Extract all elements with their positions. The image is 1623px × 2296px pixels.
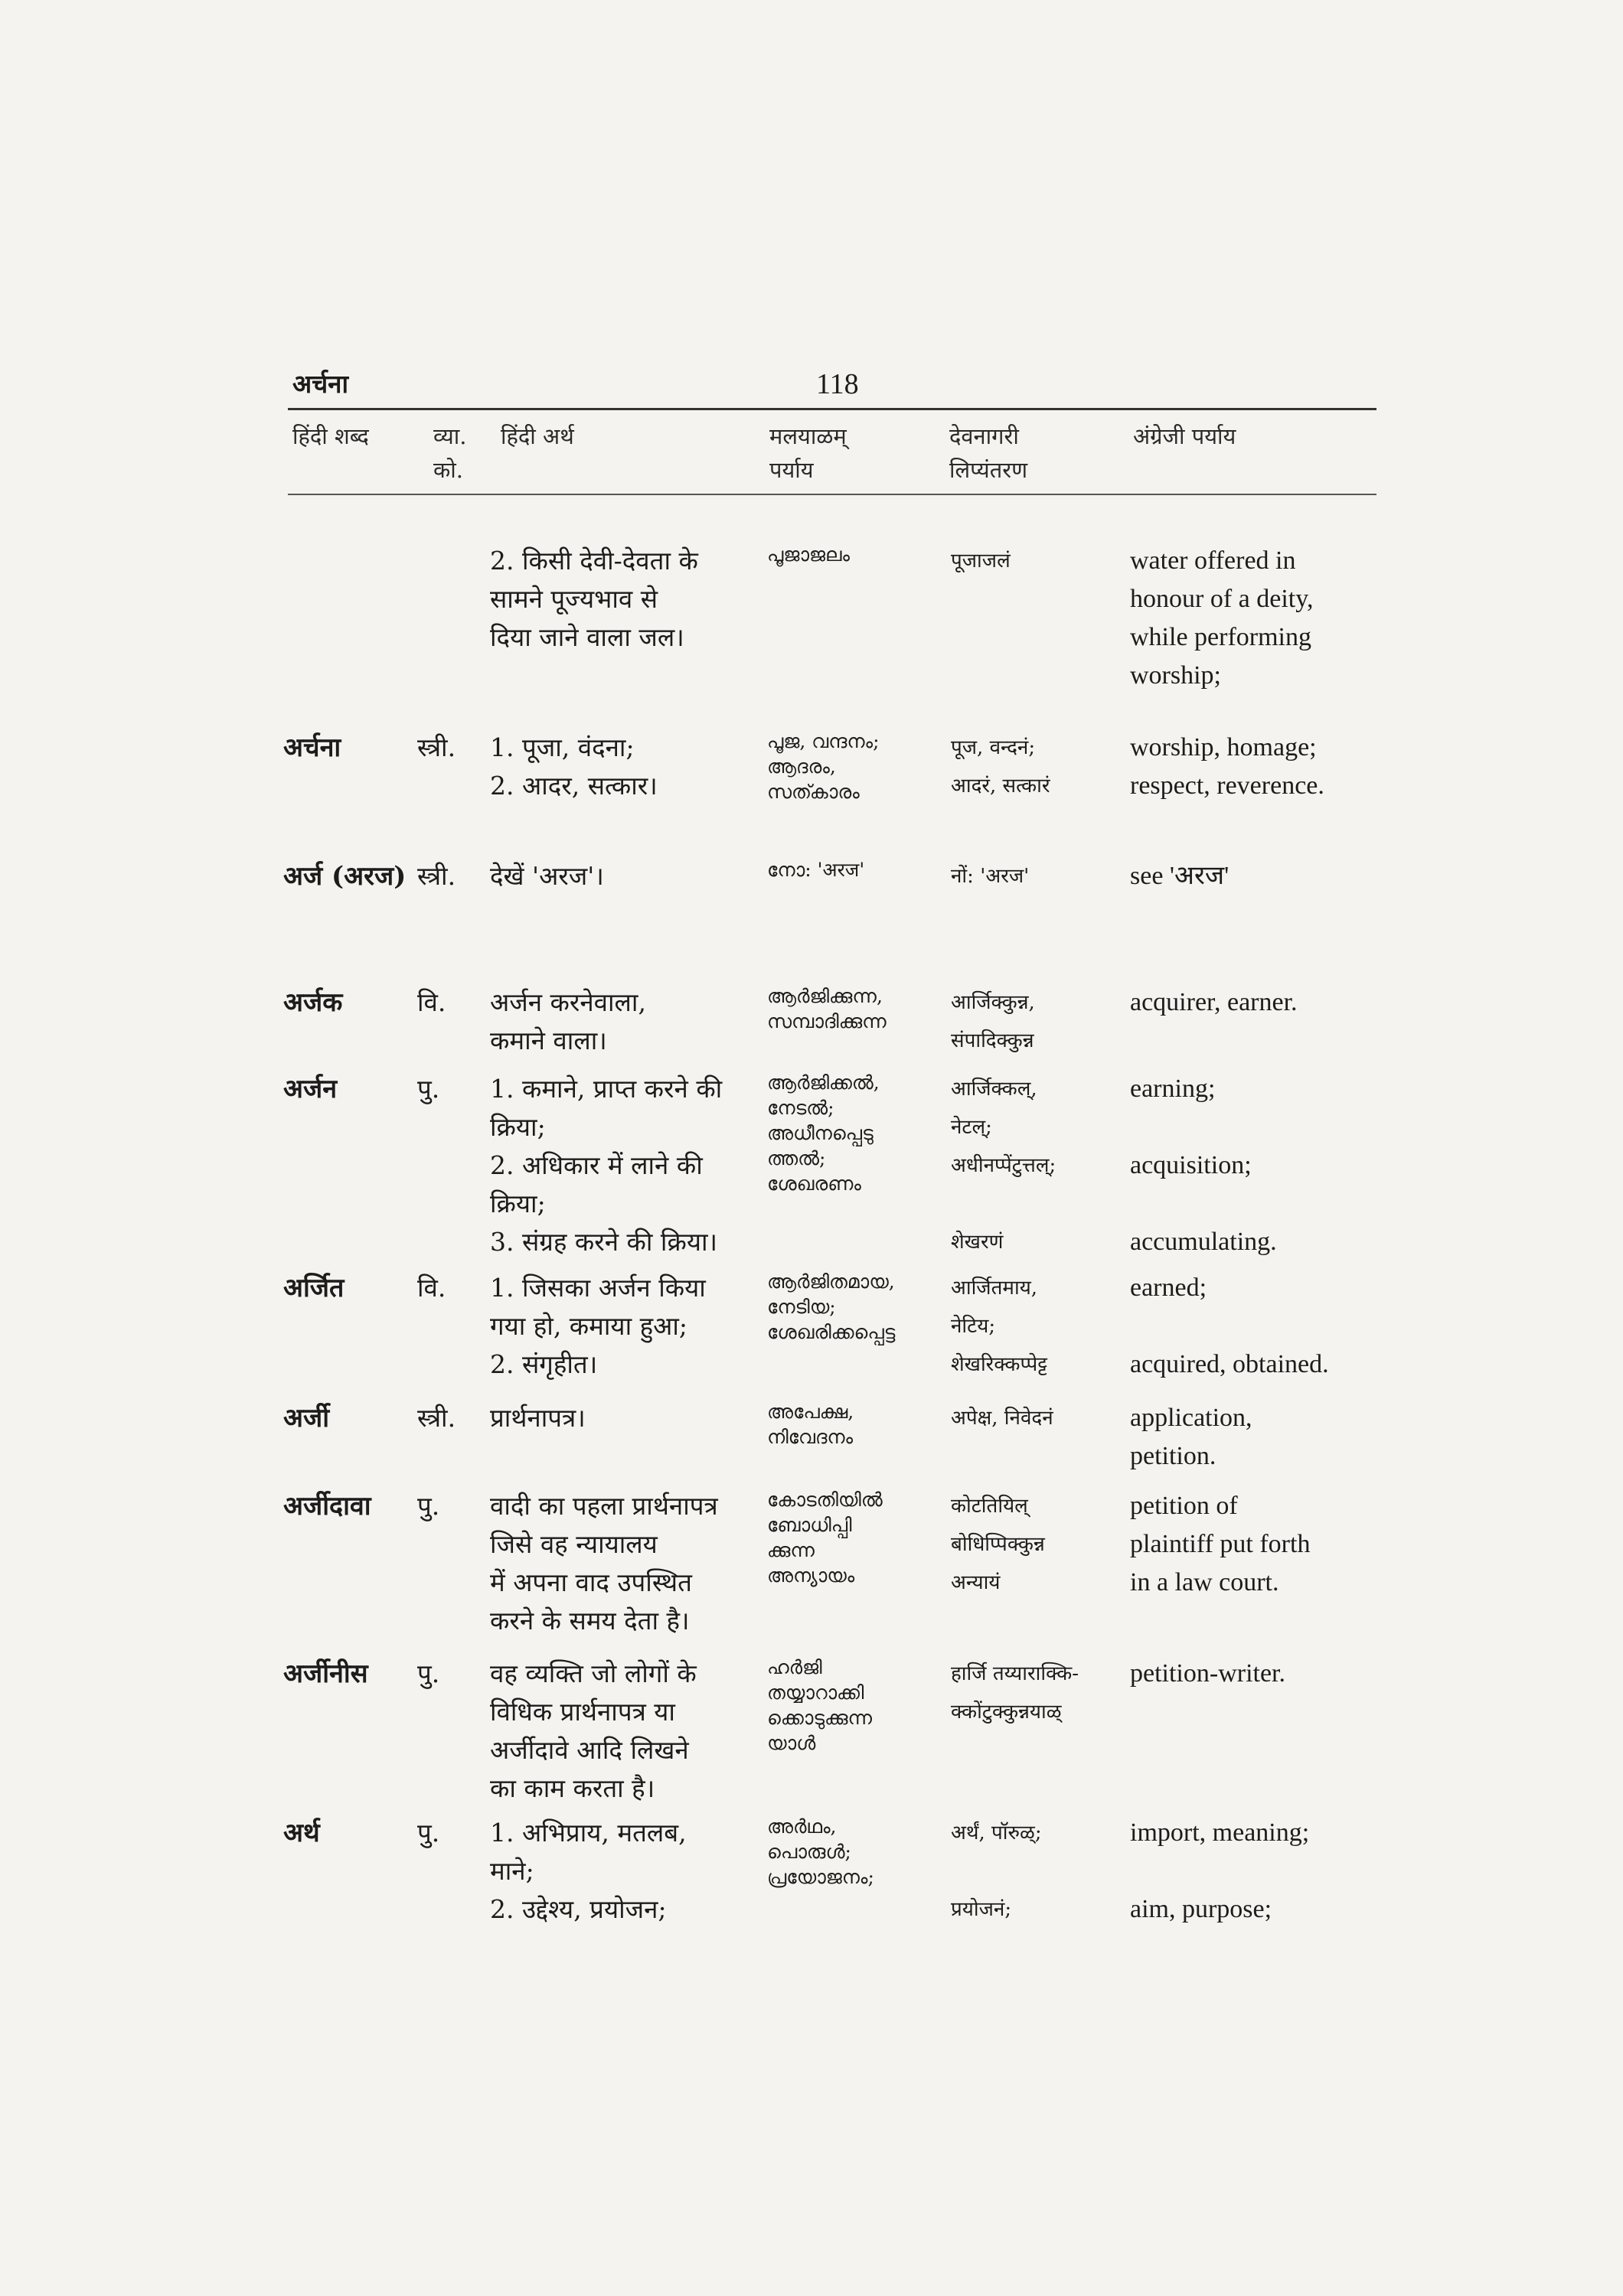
entry-malayalam bbox=[767, 729, 880, 804]
entry-devanagari-line: आदरं, सत्कारं bbox=[951, 775, 1050, 797]
entry-devanagari-line: कोटतियिल् bbox=[951, 1495, 1028, 1518]
entry-devanagari bbox=[951, 1814, 1042, 1929]
header-rule bbox=[288, 494, 1376, 495]
entry-hindi-meaning-line: 2. उद्देश्य, प्रयोजन; bbox=[490, 1894, 667, 1924]
entry-grammar bbox=[417, 542, 426, 580]
entry-grammar-line: वि. bbox=[417, 987, 446, 1017]
entry-english-line: honour of a deity, bbox=[1130, 585, 1314, 613]
entry-devanagari-line: शेखरिक्कप्पेट्ट bbox=[951, 1353, 1047, 1376]
entry-english-line: see 'अरज' bbox=[1130, 862, 1229, 890]
entry-devanagari bbox=[951, 857, 1029, 895]
entry-malayalam bbox=[767, 1070, 880, 1196]
entry-headword-line: अर्ज (अरज) bbox=[283, 861, 407, 892]
entry-headword-line bbox=[283, 542, 292, 580]
entry-headword-line: अर्जन bbox=[283, 1074, 338, 1104]
entry-malayalam bbox=[767, 983, 887, 1034]
entry-headword-line: अर्जीनीस bbox=[283, 1658, 368, 1689]
entry-hindi-meaning-line: करने के समय देता है। bbox=[490, 1606, 690, 1636]
entry-english bbox=[1130, 857, 1229, 895]
entry-hindi-meaning-line: दिया जाने वाला जल। bbox=[490, 622, 684, 652]
entry-malayalam bbox=[767, 1655, 872, 1756]
entry-english-line: worship, homage; bbox=[1130, 733, 1317, 762]
column-header-english: अंग्रेजी पर्याय bbox=[1133, 423, 1236, 449]
entry-devanagari-line: आर्जिक्कुन्न, bbox=[951, 991, 1035, 1014]
entry-malayalam-line: കോടതിയിൽ bbox=[767, 1489, 883, 1511]
entry-hindi-meaning bbox=[490, 983, 646, 1060]
entry-headword-line: अर्जित bbox=[283, 1273, 345, 1303]
entry-hindi-meaning-line: कमाने वाला। bbox=[490, 1026, 607, 1055]
entry-devanagari bbox=[951, 1399, 1053, 1437]
entry-headword bbox=[283, 1487, 371, 1525]
entry-malayalam bbox=[767, 857, 864, 882]
entry-grammar bbox=[417, 1487, 439, 1525]
entry-english-line bbox=[1130, 1852, 1309, 1890]
entry-malayalam-line: പൂജ, വന്ദനം; bbox=[767, 730, 880, 752]
entry-english-line: import, meaning; bbox=[1130, 1818, 1310, 1847]
entry-grammar bbox=[417, 1655, 439, 1693]
entry-hindi-meaning-line: 2. किसी देवी-देवता के bbox=[490, 546, 698, 576]
entry-english-line: petition-writer. bbox=[1130, 1659, 1286, 1688]
entry-english-line: in a law court. bbox=[1130, 1568, 1279, 1596]
entry-malayalam-line: അർഥം, bbox=[767, 1815, 837, 1838]
entry-malayalam-line: നേടൽ; bbox=[767, 1097, 834, 1119]
entry-english-line bbox=[1130, 1108, 1277, 1146]
entry-hindi-meaning bbox=[490, 1814, 687, 1929]
entry-malayalam bbox=[767, 542, 850, 567]
column-header-devanagari: देवनागरी लिप्यंतरण bbox=[949, 423, 1028, 483]
entry-malayalam-line: പൂജാജലം bbox=[767, 543, 850, 566]
entry-devanagari-line: अपेक्ष, निवेदनं bbox=[951, 1407, 1053, 1430]
entry-devanagari-line: अन्यायं bbox=[951, 1571, 1001, 1594]
entry-grammar-line: पु. bbox=[417, 1491, 440, 1521]
entry-malayalam bbox=[767, 1399, 854, 1450]
entry-devanagari-line: पूजाजलं bbox=[951, 550, 1011, 572]
entry-devanagari bbox=[951, 542, 1011, 580]
entry-hindi-meaning-line: 1. कमाने, प्राप्त करने की bbox=[490, 1074, 723, 1104]
entry-malayalam-line: സമ്പാദിക്കുന്ന bbox=[767, 1010, 887, 1032]
entry-headword-line: अर्जीदावा bbox=[283, 1491, 371, 1521]
entry-headword bbox=[283, 542, 292, 580]
entry-hindi-meaning-line: वादी का पहला प्रार्थनापत्र bbox=[490, 1491, 718, 1521]
entry-malayalam-line: അന്യായം bbox=[767, 1564, 855, 1587]
entry-headword bbox=[283, 1399, 329, 1437]
entry-grammar-line: स्त्री. bbox=[417, 732, 456, 762]
entry-english-line: earned; bbox=[1130, 1274, 1207, 1302]
entry-malayalam-line: ശേഖരിക്കപ്പെട്ട bbox=[767, 1321, 896, 1343]
entry-malayalam-line: നോ: 'अरज' bbox=[767, 859, 865, 881]
entry-english bbox=[1130, 1399, 1252, 1476]
entry-malayalam-line: നേടിയ; bbox=[767, 1296, 836, 1318]
entry-grammar bbox=[417, 983, 446, 1022]
entry-hindi-meaning-line: 2. आदर, सत्कार। bbox=[490, 771, 658, 801]
entry-hindi-meaning bbox=[490, 542, 698, 657]
entry-english-line bbox=[1130, 1307, 1329, 1345]
entry-headword bbox=[283, 729, 341, 767]
entry-grammar bbox=[417, 1070, 439, 1108]
entry-devanagari bbox=[951, 983, 1035, 1060]
entry-headword bbox=[283, 983, 342, 1022]
entry-devanagari bbox=[951, 1655, 1079, 1731]
entry-devanagari-line: अर्थं, पॉरुळ्; bbox=[951, 1821, 1042, 1844]
entry-grammar bbox=[417, 857, 456, 895]
entry-hindi-meaning bbox=[490, 1070, 722, 1261]
entry-devanagari-line: हार्जि तय्याराक्कि- bbox=[951, 1662, 1079, 1685]
entry-hindi-meaning-line: क्रिया; bbox=[490, 1189, 546, 1218]
entry-english-line bbox=[1130, 1185, 1277, 1223]
entry-hindi-meaning-line: 1. जिसका अर्जन किया bbox=[490, 1273, 706, 1303]
entry-grammar-line: पु. bbox=[417, 1658, 440, 1688]
entry-grammar bbox=[417, 1269, 446, 1307]
running-head: अर्चना bbox=[292, 369, 349, 399]
entry-malayalam bbox=[767, 1814, 874, 1890]
entry-devanagari-line: पूज, वन्दनं; bbox=[951, 736, 1036, 759]
entry-hindi-meaning-line: अर्जीदावे आदि लिखने bbox=[490, 1735, 689, 1765]
entry-grammar-line: पु. bbox=[417, 1818, 440, 1848]
entry-malayalam-line: പൊരുൾ; bbox=[767, 1841, 851, 1863]
entry-headword bbox=[283, 1070, 337, 1108]
entry-malayalam-line: ബോധിപ്പി bbox=[767, 1514, 852, 1536]
page-number: 118 bbox=[816, 368, 859, 400]
entry-hindi-meaning-line: 3. संग्रह करने की क्रिया। bbox=[490, 1227, 718, 1257]
entry-english bbox=[1130, 729, 1324, 805]
entry-grammar-line bbox=[417, 542, 426, 580]
column-header-hindi-meaning: हिंदी अर्थ bbox=[501, 423, 574, 449]
entry-english-line: water offered in bbox=[1130, 546, 1296, 575]
entry-headword-line: अर्थ bbox=[283, 1818, 320, 1848]
entry-hindi-meaning bbox=[490, 1269, 706, 1384]
entry-devanagari-line: क्कोंटुक्कुन्नयाळ् bbox=[951, 1701, 1062, 1724]
entry-hindi-meaning-line: में अपना वाद उपस्थित bbox=[490, 1567, 692, 1597]
entry-english-line: acquisition; bbox=[1130, 1151, 1252, 1179]
entry-malayalam-line: ശേഖരണം bbox=[767, 1172, 861, 1195]
entry-english-line: while performing bbox=[1130, 623, 1311, 651]
entry-hindi-meaning-line: क्रिया; bbox=[490, 1112, 546, 1142]
entry-hindi-meaning-line: देखें 'अरज'। bbox=[490, 861, 604, 891]
entry-devanagari bbox=[951, 729, 1050, 805]
entry-malayalam-line: ക്കുന്ന bbox=[767, 1539, 815, 1561]
entry-hindi-meaning bbox=[490, 857, 604, 895]
entry-devanagari-line bbox=[951, 1852, 1042, 1890]
entry-hindi-meaning-line: अर्जन करनेवाला, bbox=[490, 987, 646, 1017]
entry-hindi-meaning-line: 1. अभिप्राय, मतलब, bbox=[490, 1818, 687, 1848]
entry-devanagari-line: शेखरणं bbox=[951, 1231, 1004, 1254]
entry-devanagari-line: नेटिय; bbox=[951, 1315, 996, 1338]
entry-malayalam-line: ആർജിതമായ, bbox=[767, 1270, 895, 1293]
entry-english-line: aim, purpose; bbox=[1130, 1895, 1272, 1923]
entry-devanagari-line: प्रयोजनं; bbox=[951, 1898, 1012, 1921]
entry-devanagari bbox=[951, 1070, 1056, 1261]
entry-english-line: accumulating. bbox=[1130, 1228, 1277, 1256]
entry-hindi-meaning-line: विधिक प्रार्थनापत्र या bbox=[490, 1697, 675, 1727]
entry-english bbox=[1130, 1269, 1329, 1384]
column-header-malayalam: मलयाळम् पर्याय bbox=[769, 423, 847, 483]
entry-english bbox=[1130, 1814, 1309, 1929]
entry-devanagari bbox=[951, 1269, 1047, 1384]
entry-hindi-meaning bbox=[490, 1487, 718, 1640]
column-header-grammar: व्या. को. bbox=[433, 423, 467, 483]
entry-hindi-meaning-line: वह व्यक्ति जो लोगों के bbox=[490, 1658, 697, 1688]
entry-devanagari-line: नेटल्; bbox=[951, 1116, 992, 1139]
entry-devanagari-line: नों: 'अरज' bbox=[951, 865, 1030, 888]
entry-devanagari-line: संपादिक्कुन्न bbox=[951, 1029, 1034, 1052]
entry-english bbox=[1130, 542, 1314, 695]
entry-english bbox=[1130, 1487, 1310, 1602]
entry-headword bbox=[283, 1269, 344, 1307]
entry-hindi-meaning bbox=[490, 1655, 697, 1808]
entry-english-line: petition of bbox=[1130, 1492, 1238, 1520]
entry-headword bbox=[283, 1655, 368, 1693]
entry-hindi-meaning-line: माने; bbox=[490, 1856, 534, 1886]
entry-malayalam-line: യാൾ bbox=[767, 1732, 816, 1754]
entry-hindi-meaning-line: जिसे वह न्यायालय bbox=[490, 1529, 658, 1559]
entry-english-line: respect, reverence. bbox=[1130, 771, 1324, 800]
entry-english-line: plaintiff put forth bbox=[1130, 1530, 1311, 1558]
entry-devanagari-line: आर्जितमाय, bbox=[951, 1277, 1038, 1300]
entry-malayalam-line: ആദരം, bbox=[767, 755, 836, 778]
entry-hindi-meaning-line: सामने पूज्यभाव से bbox=[490, 584, 658, 614]
entry-malayalam-line: അധീനപ്പെടു bbox=[767, 1122, 874, 1144]
entry-grammar-line: स्त्री. bbox=[417, 1403, 456, 1433]
entry-malayalam-line: പ്രയോജനം; bbox=[767, 1866, 874, 1888]
entry-grammar bbox=[417, 729, 456, 767]
entry-devanagari-line: अधीनप्पेंटुत्तल्; bbox=[951, 1154, 1056, 1177]
entry-headword-line: अर्चना bbox=[283, 732, 341, 763]
entry-english bbox=[1130, 983, 1298, 1022]
entry-grammar-line: पु. bbox=[417, 1074, 440, 1104]
entry-headword bbox=[283, 1814, 320, 1852]
entry-grammar bbox=[417, 1814, 439, 1852]
entry-headword-line: अर्जक bbox=[283, 987, 343, 1018]
entry-english-line: petition. bbox=[1130, 1442, 1216, 1470]
entry-headword bbox=[283, 857, 406, 895]
entry-devanagari-line: बोधिप्पिक्कुन्न bbox=[951, 1533, 1045, 1556]
entry-hindi-meaning-line: गया हो, कमाया हुआ; bbox=[490, 1311, 687, 1341]
entry-grammar-line: वि. bbox=[417, 1273, 446, 1303]
entry-devanagari-line bbox=[951, 1185, 1056, 1223]
entry-english-line: earning; bbox=[1130, 1075, 1216, 1103]
entry-hindi-meaning bbox=[490, 729, 658, 805]
entry-devanagari-line: आर्जिक्कल्, bbox=[951, 1078, 1037, 1101]
entry-grammar-line: स्त्री. bbox=[417, 861, 456, 891]
entry-malayalam-line: സത്കാരം bbox=[767, 781, 860, 803]
entry-malayalam-line: തയ്യാറാക്കി bbox=[767, 1681, 864, 1704]
entry-hindi-meaning-line: 2. संगृहीत। bbox=[490, 1349, 598, 1379]
entry-malayalam-line: ഹർജി bbox=[767, 1656, 822, 1678]
entry-malayalam bbox=[767, 1269, 895, 1345]
entry-english-line: worship; bbox=[1130, 661, 1221, 690]
entry-malayalam-line: ആർജിക്കുന്ന, bbox=[767, 985, 883, 1007]
top-rule bbox=[288, 408, 1376, 410]
entry-english-line: acquired, obtained. bbox=[1130, 1350, 1329, 1378]
entry-hindi-meaning-line: प्रार्थनापत्र। bbox=[490, 1403, 586, 1433]
entry-hindi-meaning-line: का काम करता है। bbox=[490, 1773, 655, 1803]
entry-hindi-meaning-line: 1. पूजा, वंदना; bbox=[490, 732, 635, 762]
entry-english bbox=[1130, 1655, 1285, 1693]
entry-malayalam-line: നിവേദനം bbox=[767, 1426, 854, 1448]
entry-english-line: acquirer, earner. bbox=[1130, 988, 1298, 1016]
entry-devanagari bbox=[951, 1487, 1045, 1602]
entry-malayalam bbox=[767, 1487, 883, 1588]
entry-hindi-meaning-line: 2. अधिकार में लाने की bbox=[490, 1150, 703, 1180]
entry-hindi-meaning bbox=[490, 1399, 586, 1437]
entry-malayalam-line: ആർജിക്കൽ, bbox=[767, 1071, 880, 1094]
entry-grammar bbox=[417, 1399, 456, 1437]
entry-english bbox=[1130, 1070, 1277, 1261]
entry-malayalam-line: ക്കൊടുക്കുന്ന bbox=[767, 1707, 873, 1729]
entry-malayalam-line: അപേക്ഷ, bbox=[767, 1401, 854, 1423]
entry-headword-line: अर्जी bbox=[283, 1403, 330, 1433]
entry-malayalam-line: ത്തൽ; bbox=[767, 1147, 826, 1169]
entry-english-line: application, bbox=[1130, 1404, 1252, 1432]
column-header-hindi-word: हिंदी शब्द bbox=[292, 423, 369, 449]
